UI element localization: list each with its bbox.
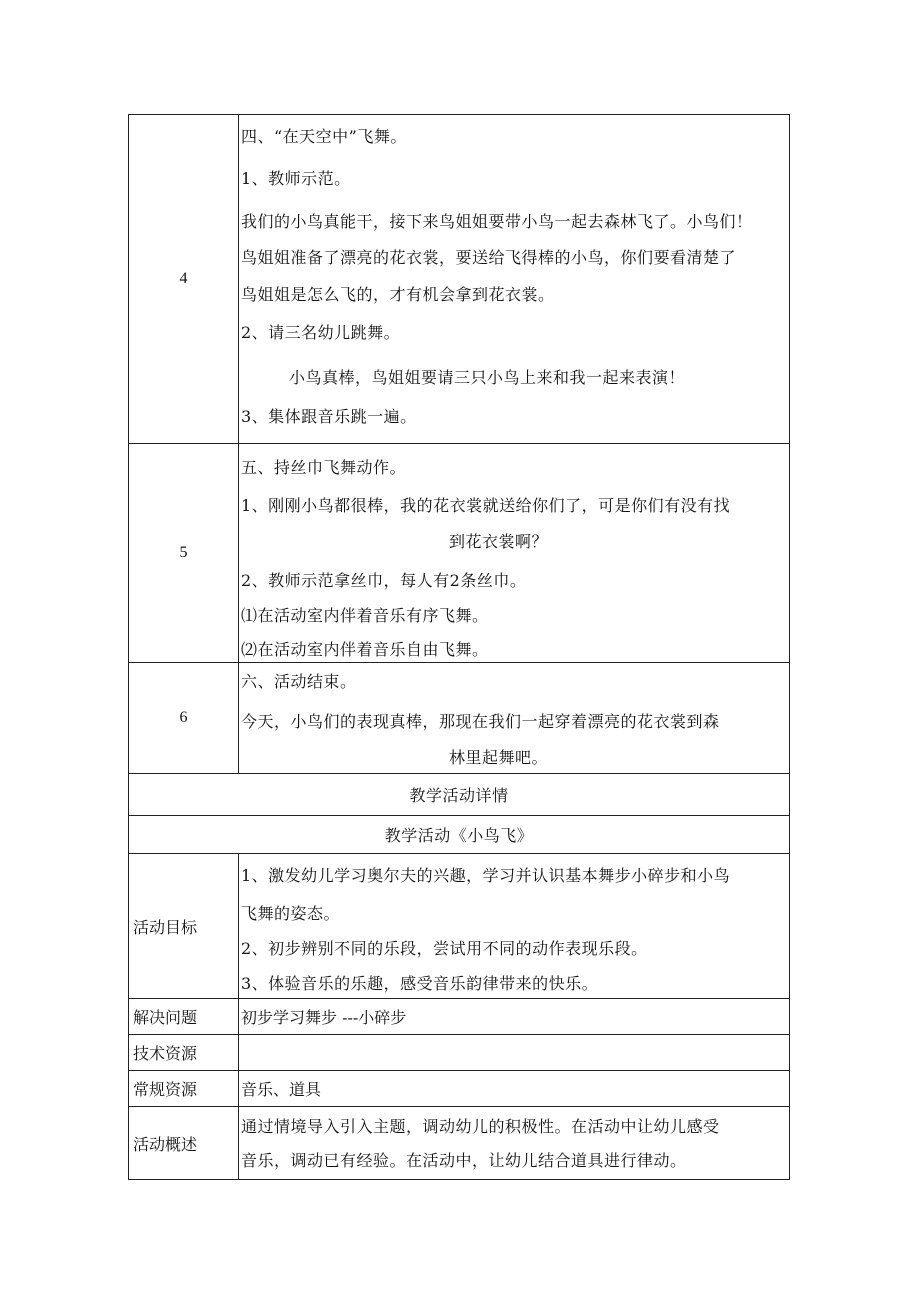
activity-title: 教学活动《小鸟飞》 — [129, 816, 790, 854]
step-content — [239, 444, 790, 663]
step-line: ⑴在活动室内伴着音乐有序飞舞。 — [241, 606, 489, 625]
goals-content — [239, 854, 790, 999]
goal-line: 飞舞的姿态。 — [241, 904, 341, 923]
details-header: 教学活动详情 — [129, 774, 790, 816]
goals-label: 活动目标 — [129, 854, 239, 999]
regular-value: 音乐、道具 — [239, 1071, 790, 1107]
step-row-5 — [129, 444, 790, 663]
regular-row — [129, 1071, 790, 1107]
lesson-plan-table — [128, 114, 790, 1180]
details-header-row — [129, 774, 790, 816]
tech-row — [129, 1035, 790, 1071]
step-row-4 — [129, 115, 790, 444]
step-number: 4 — [129, 115, 239, 444]
step-line: 林里起舞吧。 — [449, 748, 549, 767]
step-number: 5 — [129, 444, 239, 663]
step-line: 2、教师示范拿丝巾，每人有2条丝巾。 — [241, 571, 527, 590]
step-line: 六、活动结束。 — [241, 672, 357, 691]
regular-label: 常规资源 — [129, 1071, 239, 1107]
problem-label: 解决问题 — [129, 999, 239, 1035]
step-line: 五、持丝巾飞舞动作。 — [241, 458, 407, 477]
overview-content — [239, 1107, 790, 1180]
tech-label: 技术资源 — [129, 1035, 239, 1071]
step-line: ⑵在活动室内伴着音乐自由飞舞。 — [241, 640, 489, 659]
step-number: 6 — [129, 663, 239, 774]
overview-line: 音乐，调动已有经验。在活动中，让幼儿结合道具进行律动。 — [241, 1151, 687, 1170]
step-content — [239, 115, 790, 444]
step-line: 到花衣裳啊？ — [449, 532, 549, 551]
problem-value: 初步学习舞步 ---小碎步 — [239, 999, 790, 1035]
overview-row — [129, 1107, 790, 1180]
step-line: 1、刚刚小鸟都很棒，我的花衣裳就送给你们了，可是你们有没有找 — [241, 496, 731, 515]
goal-line: 3、体验音乐的乐趣，感受音乐韵律带来的快乐。 — [241, 974, 599, 993]
goal-line: 1、激发幼儿学习奥尔夫的兴趣，学习并认识基本舞步小碎步和小鸟 — [241, 866, 731, 885]
step-line: 小鸟真棒，鸟姐姐要请三只小鸟上来和我一起来表演！ — [289, 368, 686, 387]
activity-title-row — [129, 816, 790, 854]
step-row-6 — [129, 663, 790, 774]
tech-value — [239, 1035, 790, 1071]
step-line: 鸟姐姐准备了漂亮的花衣裳，要送给飞得棒的小鸟，你们要看清楚了 — [241, 248, 737, 267]
step-line: 2、请三名幼儿跳舞。 — [241, 323, 401, 342]
goal-line: 2、初步辨别不同的乐段，尝试用不同的动作表现乐段。 — [241, 939, 648, 958]
overview-label: 活动概述 — [129, 1107, 239, 1180]
step-line: 1、教师示范。 — [241, 169, 351, 188]
goals-row — [129, 854, 790, 999]
step-line: 鸟姐姐是怎么飞的，才有机会拿到花衣裳。 — [241, 285, 555, 304]
problem-row — [129, 999, 790, 1035]
step-line: 我们的小鸟真能干，接下来鸟姐姐要带小鸟一起去森林飞了。小鸟们！ — [241, 212, 753, 231]
overview-line: 通过情境导入引入主题，调动幼儿的积极性。在活动中让幼儿感受 — [241, 1117, 720, 1136]
step-line: 四、“在天空中”飞舞。 — [241, 127, 407, 146]
step-line: 今天，小鸟们的表现真棒，那现在我们一起穿着漂亮的花衣裳到森 — [241, 712, 720, 731]
step-line: 3、集体跟音乐跳一遍。 — [241, 407, 417, 426]
step-content — [239, 663, 790, 774]
